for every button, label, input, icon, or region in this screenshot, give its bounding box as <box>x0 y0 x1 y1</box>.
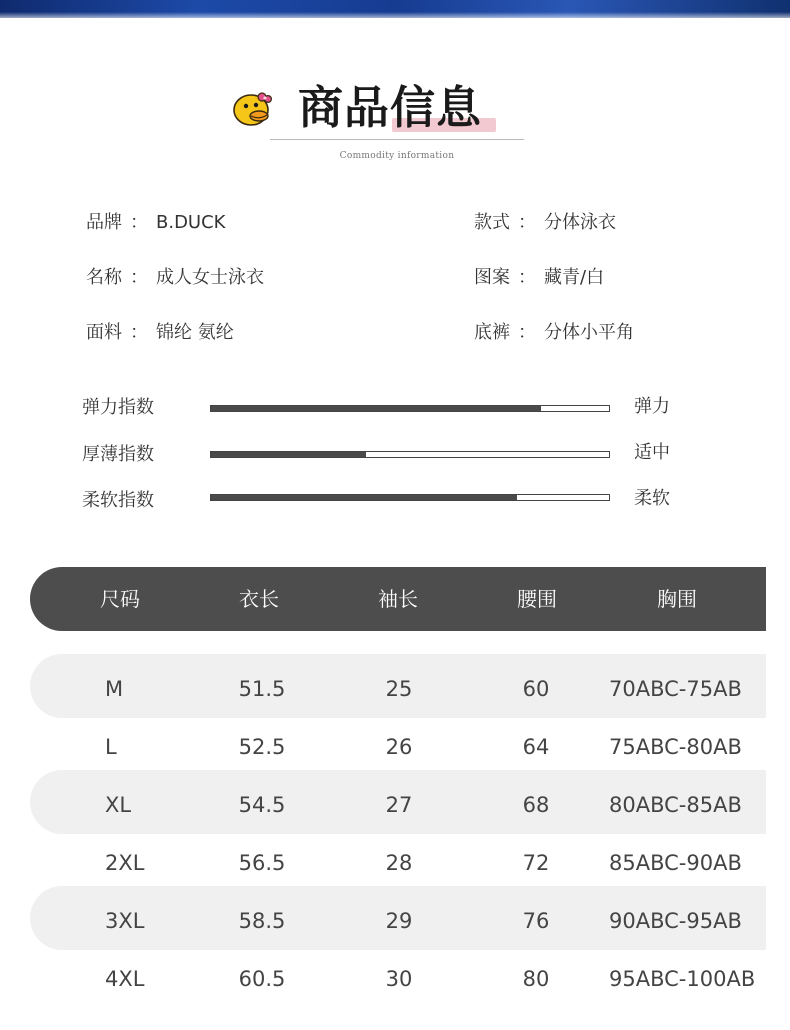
thickness-index-label: 厚薄指数 <box>82 444 154 465</box>
cell-chest: 85ABC-90AB <box>609 851 742 875</box>
cell-length: 52.5 <box>238 735 286 759</box>
header-length: 衣长 <box>239 587 279 611</box>
info-pattern <box>474 266 604 290</box>
info-label: 名称 <box>86 267 122 288</box>
size-table-header <box>30 567 766 631</box>
info-style <box>474 211 616 235</box>
duck-icon <box>232 88 272 128</box>
info-separator: ： <box>130 267 148 288</box>
info-label: 面料 <box>86 322 122 343</box>
info-value: 分体泳衣 <box>544 212 616 233</box>
cell-size: 3XL <box>105 909 145 933</box>
softness-index-fill <box>211 495 517 500</box>
info-value: 锦纶 氨纶 <box>156 322 234 343</box>
elasticity-index-value: 弹力 <box>634 396 670 417</box>
title-divider <box>270 139 524 140</box>
cell-length: 60.5 <box>238 967 286 991</box>
cell-size: 4XL <box>105 967 145 991</box>
cell-length: 58.5 <box>238 909 286 933</box>
cell-sleeve: 28 <box>385 851 413 875</box>
cell-size: M <box>105 677 124 701</box>
info-label: 款式 <box>474 212 510 233</box>
info-value: 藏青/白 <box>544 267 605 288</box>
cell-waist: 72 <box>522 851 550 875</box>
info-label: 品牌 <box>86 212 122 233</box>
info-value: 分体小平角 <box>544 322 634 343</box>
cell-length: 56.5 <box>238 851 286 875</box>
cell-size: L <box>105 735 117 759</box>
thickness-index-fill <box>211 452 366 457</box>
cell-waist: 68 <box>522 793 550 817</box>
softness-index-value: 柔软 <box>634 488 670 509</box>
header-waist: 腰围 <box>517 587 557 611</box>
cell-chest: 90ABC-95AB <box>609 909 742 933</box>
header-chest: 胸围 <box>657 587 697 611</box>
softness-index-bar <box>210 494 610 501</box>
info-label: 图案 <box>474 267 510 288</box>
cell-sleeve: 30 <box>385 967 413 991</box>
elasticity-index-label: 弹力指数 <box>82 397 154 418</box>
cell-chest: 70ABC-75AB <box>609 677 742 701</box>
cell-sleeve: 25 <box>385 677 413 701</box>
info-bottom <box>474 321 634 345</box>
elasticity-index-bar <box>210 405 610 412</box>
softness-index-label: 柔软指数 <box>82 490 154 511</box>
info-separator: ： <box>518 212 536 233</box>
info-value: 成人女士泳衣 <box>156 267 264 288</box>
cell-chest: 95ABC-100AB <box>609 967 756 991</box>
cell-sleeve: 27 <box>385 793 413 817</box>
elasticity-index-fill <box>211 406 541 411</box>
cell-chest: 75ABC-80AB <box>609 735 742 759</box>
info-separator: ： <box>130 212 148 233</box>
info-value: B.DUCK <box>156 212 226 233</box>
thickness-index-value: 适中 <box>634 442 670 463</box>
info-fabric <box>86 321 234 345</box>
cell-waist: 64 <box>522 735 550 759</box>
info-separator: ： <box>518 267 536 288</box>
cell-waist: 76 <box>522 909 550 933</box>
info-name <box>86 266 264 290</box>
cell-waist: 80 <box>522 967 550 991</box>
page-subtitle: Commodity information <box>339 151 455 161</box>
header-sleeve: 袖长 <box>378 587 418 611</box>
cell-chest: 80ABC-85AB <box>609 793 742 817</box>
header-size: 尺码 <box>100 587 140 611</box>
thickness-index-bar <box>210 451 610 458</box>
info-separator: ： <box>130 322 148 343</box>
info-brand <box>86 211 225 235</box>
cell-waist: 60 <box>522 677 550 701</box>
cell-size: XL <box>105 793 132 817</box>
cell-length: 51.5 <box>238 677 286 701</box>
info-label: 底裤 <box>474 322 510 343</box>
page-title: 商品信息 <box>298 81 483 134</box>
cell-sleeve: 26 <box>385 735 413 759</box>
cell-length: 54.5 <box>238 793 286 817</box>
info-separator: ： <box>518 322 536 343</box>
top-banner-band <box>0 0 790 18</box>
cell-size: 2XL <box>105 851 145 875</box>
cell-sleeve: 29 <box>385 909 413 933</box>
